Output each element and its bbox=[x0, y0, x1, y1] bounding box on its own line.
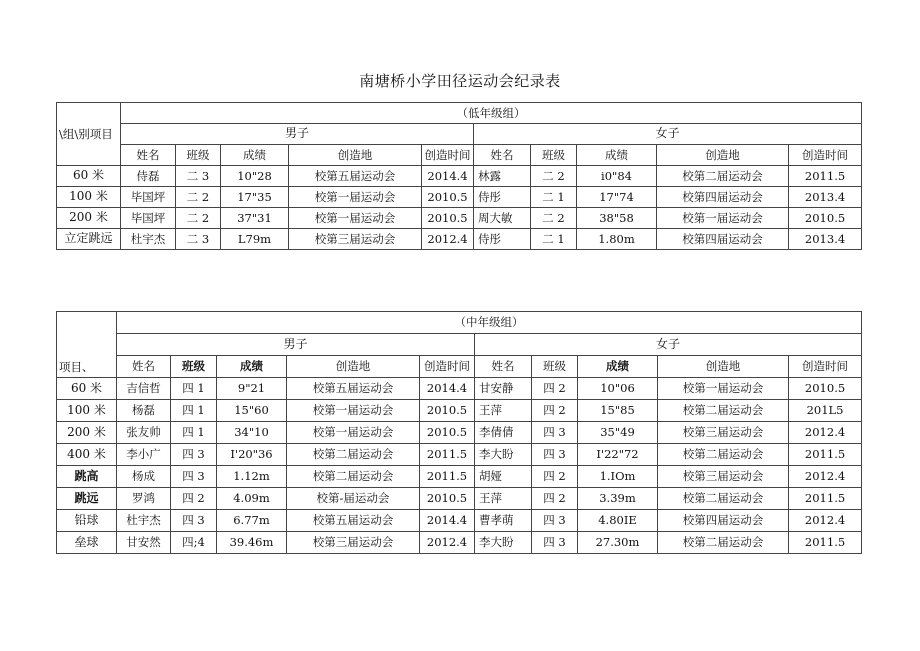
table-cell: 张友帅 bbox=[117, 422, 171, 444]
table-cell: 4.80IE bbox=[578, 510, 658, 532]
corner-header: \组\别项目 bbox=[57, 103, 121, 166]
table-cell: 李小广 bbox=[117, 444, 171, 466]
table-cell: 2011.5 bbox=[789, 166, 862, 187]
table-row bbox=[57, 510, 862, 532]
table-cell: 二 3 bbox=[176, 166, 221, 187]
table-cell: 二 2 bbox=[531, 166, 577, 187]
table-cell: 校第二届运动会 bbox=[658, 532, 789, 554]
table-cell: 10"28 bbox=[221, 166, 289, 187]
column-header: 班级 bbox=[176, 145, 221, 166]
table-cell: 李大盼 bbox=[475, 444, 532, 466]
column-header: 创造时间 bbox=[789, 356, 862, 378]
table-cell: 校第四届运动会 bbox=[657, 187, 789, 208]
table-cell: 校第一届运动会 bbox=[289, 187, 422, 208]
female-header: 女子 bbox=[474, 124, 862, 145]
table-row bbox=[57, 378, 862, 400]
table-cell: 侍彤 bbox=[474, 187, 531, 208]
event-cell: 100 米 bbox=[57, 400, 117, 422]
table-row bbox=[57, 208, 862, 229]
table-cell: 四 3 bbox=[171, 510, 217, 532]
table-cell: 侍磊 bbox=[121, 166, 176, 187]
table-cell: 9"21 bbox=[217, 378, 287, 400]
table-cell: 2010.5 bbox=[420, 488, 475, 510]
event-cell: 跳远 bbox=[57, 488, 117, 510]
table-row bbox=[57, 229, 862, 250]
table-cell: 1.IOm bbox=[578, 466, 658, 488]
column-header: 创造地 bbox=[289, 145, 422, 166]
table-cell: 2010.5 bbox=[422, 208, 474, 229]
table-cell: 胡娅 bbox=[475, 466, 532, 488]
table-row bbox=[57, 422, 862, 444]
table-cell: 4.09m bbox=[217, 488, 287, 510]
table-cell: 3.39m bbox=[578, 488, 658, 510]
column-header: 创造时间 bbox=[420, 356, 475, 378]
table-cell: 四 1 bbox=[171, 422, 217, 444]
table-row bbox=[57, 187, 862, 208]
table-cell: 6.77m bbox=[217, 510, 287, 532]
column-header: 成绩 bbox=[221, 145, 289, 166]
table-cell: 37"31 bbox=[221, 208, 289, 229]
table-row bbox=[57, 532, 862, 554]
table-cell: 校第四届运动会 bbox=[657, 229, 789, 250]
table-cell: 校第一届运动会 bbox=[287, 400, 420, 422]
event-cell: 200 米 bbox=[57, 208, 121, 229]
table-cell: 201L5 bbox=[789, 400, 862, 422]
table-cell: 2014.4 bbox=[420, 378, 475, 400]
table-cell: 校第三届运动会 bbox=[658, 466, 789, 488]
column-header: 姓名 bbox=[474, 145, 531, 166]
table-cell: 35"49 bbox=[578, 422, 658, 444]
group-header: （中年级组） bbox=[117, 312, 862, 334]
table-cell: 2012.4 bbox=[420, 532, 475, 554]
table-cell: 10"06 bbox=[578, 378, 658, 400]
male-header: 男子 bbox=[121, 124, 474, 145]
table-cell: 四 3 bbox=[532, 532, 578, 554]
column-header: 姓名 bbox=[117, 356, 171, 378]
table-cell: 2012.4 bbox=[789, 422, 862, 444]
table-cell: 2013.4 bbox=[789, 187, 862, 208]
table-cell: 2012.4 bbox=[789, 510, 862, 532]
table-cell: 校第三届运动会 bbox=[658, 422, 789, 444]
table-cell: 四 1 bbox=[171, 378, 217, 400]
column-header: 姓名 bbox=[475, 356, 532, 378]
table-cell: 校第一届运动会 bbox=[657, 208, 789, 229]
table-cell: 甘安静 bbox=[475, 378, 532, 400]
table-cell: 校第二届运动会 bbox=[287, 466, 420, 488]
table-cell: 15"85 bbox=[578, 400, 658, 422]
table-cell: 1.12m bbox=[217, 466, 287, 488]
table-cell: 2011.5 bbox=[420, 466, 475, 488]
table-cell: 李倩倩 bbox=[475, 422, 532, 444]
table-cell: 校第三届运动会 bbox=[287, 532, 420, 554]
table-cell: 2011.5 bbox=[789, 444, 862, 466]
table-cell: L79m bbox=[221, 229, 289, 250]
table-cell: 二 1 bbox=[531, 187, 577, 208]
event-cell: 跳高 bbox=[57, 466, 117, 488]
table-cell: 校第四届运动会 bbox=[658, 510, 789, 532]
table-cell: 四 3 bbox=[532, 510, 578, 532]
table-cell: 侍彤 bbox=[474, 229, 531, 250]
table-cell: 杨成 bbox=[117, 466, 171, 488]
table-cell: 校第三届运动会 bbox=[289, 229, 422, 250]
table-cell: 四;4 bbox=[171, 532, 217, 554]
table-cell: 校第二届运动会 bbox=[658, 488, 789, 510]
column-header-row bbox=[57, 356, 862, 378]
table-cell: 2010.5 bbox=[789, 208, 862, 229]
table-cell: 2011.5 bbox=[789, 532, 862, 554]
table-cell: 校第一届运动会 bbox=[289, 208, 422, 229]
female-header: 女子 bbox=[475, 334, 862, 356]
column-header: 班级 bbox=[532, 356, 578, 378]
mid-grade-record-table bbox=[56, 311, 862, 554]
column-header: 成绩 bbox=[217, 356, 287, 378]
table-cell: 毕国坪 bbox=[121, 187, 176, 208]
column-header: 成绩 bbox=[577, 145, 657, 166]
table-cell: 2010.5 bbox=[789, 378, 862, 400]
column-header: 姓名 bbox=[121, 145, 176, 166]
table-row bbox=[57, 466, 862, 488]
table-cell: 二 2 bbox=[176, 208, 221, 229]
table-cell: 甘安然 bbox=[117, 532, 171, 554]
table-cell: 2014.4 bbox=[422, 166, 474, 187]
column-header: 创造时间 bbox=[789, 145, 862, 166]
male-header: 男子 bbox=[117, 334, 475, 356]
column-header: 班级 bbox=[531, 145, 577, 166]
corner-header: 项目、 bbox=[57, 312, 117, 378]
table-row bbox=[57, 488, 862, 510]
low-grade-record-table bbox=[56, 102, 862, 250]
table-cell: 四 2 bbox=[532, 488, 578, 510]
table-cell: 34"10 bbox=[217, 422, 287, 444]
table-cell: 四 1 bbox=[171, 400, 217, 422]
table-cell: 校第-届运动会 bbox=[287, 488, 420, 510]
column-header: 班级 bbox=[171, 356, 217, 378]
table-cell: 校第二届运动会 bbox=[658, 444, 789, 466]
table-cell: 四 2 bbox=[532, 466, 578, 488]
table-cell: 王萍 bbox=[475, 488, 532, 510]
table-cell: 林露 bbox=[474, 166, 531, 187]
table-cell: 曹孝萌 bbox=[475, 510, 532, 532]
column-header: 创造地 bbox=[657, 145, 789, 166]
table-cell: 罗鸿 bbox=[117, 488, 171, 510]
table-cell: 2010.5 bbox=[422, 187, 474, 208]
table-cell: 周大敏 bbox=[474, 208, 531, 229]
event-cell: 立定跳远 bbox=[57, 229, 121, 250]
event-cell: 200 米 bbox=[57, 422, 117, 444]
event-cell: 铅球 bbox=[57, 510, 117, 532]
table-cell: 校第五届运动会 bbox=[287, 378, 420, 400]
column-header: 成绩 bbox=[578, 356, 658, 378]
table-cell: 四 2 bbox=[532, 400, 578, 422]
table-cell: 二 2 bbox=[176, 187, 221, 208]
table-cell: 校第一届运动会 bbox=[658, 378, 789, 400]
table-cell: 校第二届运动会 bbox=[657, 166, 789, 187]
table-cell: 四 3 bbox=[171, 444, 217, 466]
table-cell: 2010.5 bbox=[420, 422, 475, 444]
table-cell: I'22"72 bbox=[578, 444, 658, 466]
table-cell: 17"74 bbox=[577, 187, 657, 208]
event-cell: 60 米 bbox=[57, 166, 121, 187]
table-cell: 2011.5 bbox=[420, 444, 475, 466]
table-cell: 2011.5 bbox=[789, 488, 862, 510]
event-cell: 垒球 bbox=[57, 532, 117, 554]
table-cell: 四 2 bbox=[532, 378, 578, 400]
table-cell: 39.46m bbox=[217, 532, 287, 554]
table-row bbox=[57, 400, 862, 422]
column-header-row bbox=[57, 145, 862, 166]
table-cell: 杜宇杰 bbox=[117, 510, 171, 532]
table-cell: 四 3 bbox=[171, 466, 217, 488]
table-cell: 毕国坪 bbox=[121, 208, 176, 229]
table-cell: 2012.4 bbox=[422, 229, 474, 250]
table-cell: 二 1 bbox=[531, 229, 577, 250]
document-title: 南塘桥小学田径运动会纪录表 bbox=[359, 72, 561, 90]
table-cell: 吉信哲 bbox=[117, 378, 171, 400]
table-cell: I'20"36 bbox=[217, 444, 287, 466]
table-cell: 2012.4 bbox=[789, 466, 862, 488]
event-cell: 100 米 bbox=[57, 187, 121, 208]
table-cell: 四 3 bbox=[532, 444, 578, 466]
table-cell: 15"60 bbox=[217, 400, 287, 422]
table-cell: 王萍 bbox=[475, 400, 532, 422]
table-cell: 杜宇杰 bbox=[121, 229, 176, 250]
table-cell: 2010.5 bbox=[420, 400, 475, 422]
table-cell: 2014.4 bbox=[420, 510, 475, 532]
table-cell: 杨磊 bbox=[117, 400, 171, 422]
table-cell: 校第二届运动会 bbox=[287, 444, 420, 466]
column-header: 创造地 bbox=[287, 356, 420, 378]
table-cell: 校第一届运动会 bbox=[287, 422, 420, 444]
table-cell: 二 3 bbox=[176, 229, 221, 250]
table-cell: 校第二届运动会 bbox=[658, 400, 789, 422]
table-cell: 四 2 bbox=[171, 488, 217, 510]
table-cell: 校第五届运动会 bbox=[289, 166, 422, 187]
column-header: 创造时间 bbox=[422, 145, 474, 166]
table-cell: 四 3 bbox=[532, 422, 578, 444]
table-cell: 1.80m bbox=[577, 229, 657, 250]
event-cell: 400 米 bbox=[57, 444, 117, 466]
column-header: 创造地 bbox=[658, 356, 789, 378]
table-cell: 17"35 bbox=[221, 187, 289, 208]
table-row bbox=[57, 444, 862, 466]
table-cell: 校第五届运动会 bbox=[287, 510, 420, 532]
table-row bbox=[57, 166, 862, 187]
event-cell: 60 米 bbox=[57, 378, 117, 400]
table-cell: 2013.4 bbox=[789, 229, 862, 250]
group-header: （低年级组） bbox=[121, 103, 862, 124]
table-cell: 李大盼 bbox=[475, 532, 532, 554]
table-cell: 27.30m bbox=[578, 532, 658, 554]
table-cell: 38"58 bbox=[577, 208, 657, 229]
table-cell: i0"84 bbox=[577, 166, 657, 187]
table-cell: 二 2 bbox=[531, 208, 577, 229]
